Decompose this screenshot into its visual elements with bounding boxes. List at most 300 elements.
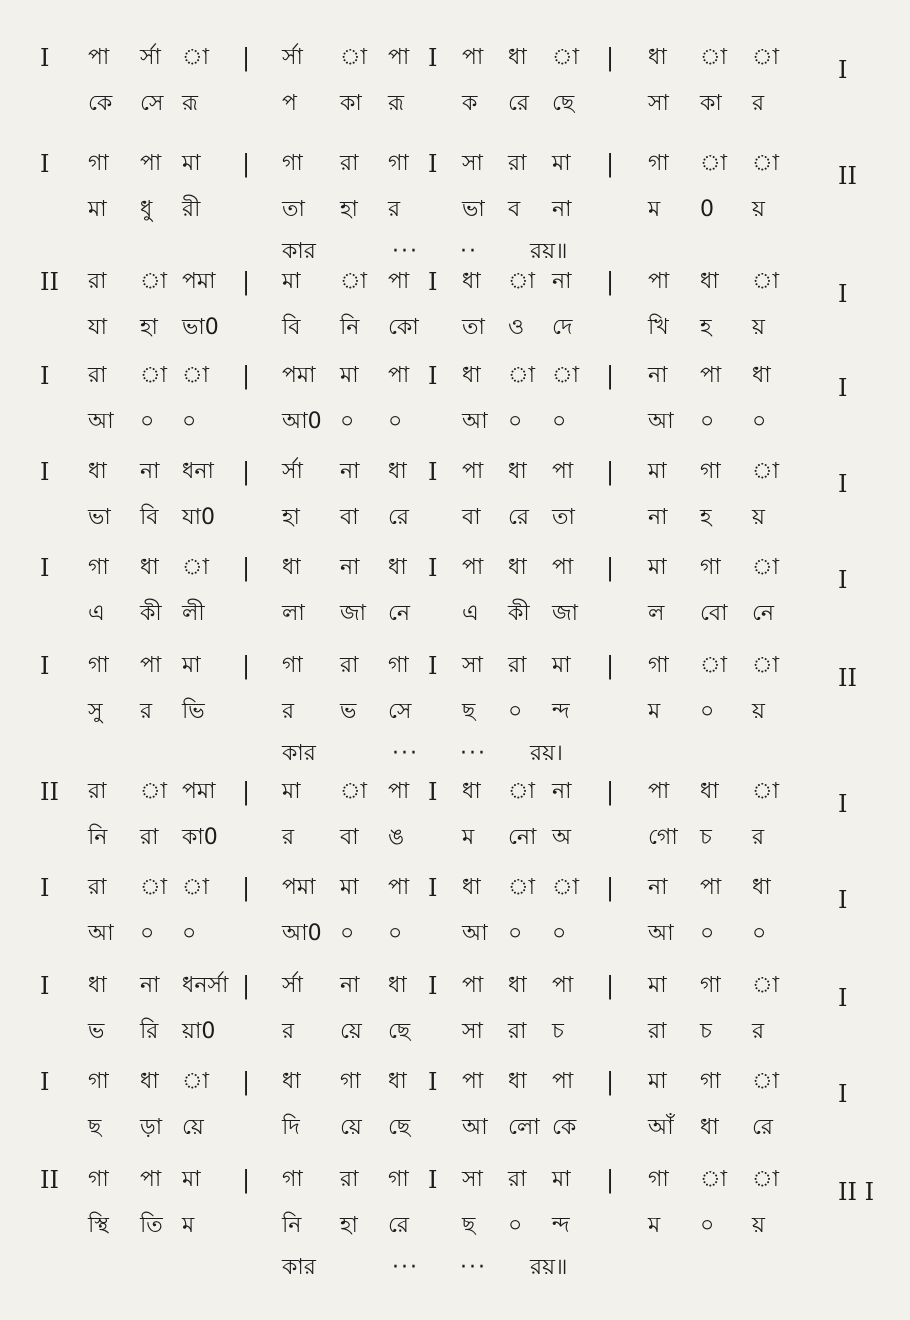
end-barline: I [838,886,848,914]
lyric-syllable: ক [462,91,478,116]
lyric-line [0,1206,910,1246]
swara-note: া [752,459,779,484]
lyric-line [0,1108,910,1148]
lyric-syllable: দে [552,315,573,340]
start-barline: I [40,554,50,582]
lyric-syllable: বি [282,315,301,340]
swara-note: গা [88,653,109,678]
lyric-syllable: আ [648,409,674,434]
swara-note: পা [462,459,484,484]
barline: I [428,458,438,486]
refrain-text: কার [282,741,316,766]
swara-note: া [508,363,535,388]
lyric-syllable: আ [462,409,488,434]
lyric-syllable: ভ [340,699,357,724]
swara-note: র্সা [282,973,303,998]
lyric-syllable: স্থি [88,1213,109,1238]
refrain-text: ··· [392,239,419,264]
start-barline: I [40,458,50,486]
lyric-syllable: কা [340,91,362,116]
barline: | [606,1166,615,1194]
lyric-syllable: হা [340,197,358,222]
swara-note: া [140,779,167,804]
barline: | [606,778,615,806]
swara-note: ধা [508,555,527,580]
swara-note: পা [462,1069,484,1094]
lyric-syllable: ছ [88,1115,102,1140]
swara-note: মা [552,151,571,176]
swara-note: গা [648,653,669,678]
lyric-syllable: চ [700,825,712,850]
start-barline: I [40,874,50,902]
refrain-text: রয়॥ [530,1255,568,1280]
swara-note: গা [700,1069,721,1094]
barline: I [428,362,438,390]
lyric-line [0,498,910,538]
swara-note: া [752,653,779,678]
swara-note: ধা [282,555,301,580]
swara-note: সা [462,151,483,176]
lyric-syllable: ০ [508,1213,523,1238]
end-barline: I [838,280,848,308]
lyric-syllable: ড়া [140,1115,163,1140]
lyric-syllable: আ [462,1115,488,1140]
swara-note: ধা [88,459,107,484]
swara-note: া [552,45,579,70]
lyric-syllable: কা0 [182,825,218,850]
lyric-syllable: প [282,91,297,116]
swara-note: া [752,1167,779,1192]
swara-note: রা [508,1167,527,1192]
swara-note: পমা [282,875,316,900]
lyric-syllable: ম [648,197,661,222]
lyric-syllable: রূ [182,91,199,116]
lyric-syllable: বা [462,505,481,530]
lyric-syllable: বো [700,601,728,626]
lyric-syllable: সে [140,91,164,116]
barline: | [242,362,251,390]
swara-note: পা [140,151,162,176]
swara-note: ধা [388,555,407,580]
barline: | [242,150,251,178]
swara-note: পা [462,45,484,70]
lyric-syllable: আ [88,409,114,434]
swara-note: ধা [462,363,481,388]
lyric-syllable: সে [388,699,412,724]
swara-note: া [700,151,727,176]
swara-note: া [752,45,779,70]
swara-note: ধা [88,973,107,998]
barline: I [428,1068,438,1096]
swara-note: ধা [282,1069,301,1094]
barline: | [606,652,615,680]
swara-note: পা [140,653,162,678]
swara-note: ধা [648,45,667,70]
lyric-syllable: এ [88,601,105,626]
lyric-syllable: র [282,699,295,724]
swara-note: র্সা [282,45,303,70]
swara-note: া [182,1069,209,1094]
lyric-syllable: কে [552,1115,577,1140]
lyric-syllable: ভা [88,505,111,530]
lyric-syllable: হা [140,315,158,340]
lyric-syllable: রূ [388,91,405,116]
swara-line [0,1160,910,1206]
swara-line [0,262,910,308]
lyric-syllable: য়ে [340,1115,362,1140]
swara-note: া [752,779,779,804]
swara-line [0,966,910,1012]
swara-note: পা [552,973,574,998]
swara-line [0,1062,910,1108]
end-barline: I [838,984,848,1012]
swara-note: া [182,45,209,70]
lyric-syllable: লা [282,601,305,626]
swara-note: মা [340,875,359,900]
end-barline: I [838,1080,848,1108]
lyric-syllable: ভা0 [182,315,219,340]
lyric-syllable: র [752,1019,765,1044]
lyric-syllable: তা [552,505,575,530]
swara-note: ধা [462,779,481,804]
lyric-syllable: ন্দ [552,699,570,724]
lyric-syllable: এ [462,601,479,626]
lyric-syllable: আ [88,921,114,946]
swara-note: গা [340,1069,361,1094]
swara-note: মা [282,779,301,804]
lyric-syllable: 0 [700,197,714,222]
lyric-syllable: সা [462,1019,483,1044]
lyric-syllable: রে [508,505,530,530]
lyric-syllable: তা [462,315,485,340]
lyric-syllable: ছে [552,91,575,116]
swara-note: গা [88,1069,109,1094]
lyric-syllable: ০ [700,1213,715,1238]
lyric-syllable: বা [340,825,359,850]
refrain-line [0,734,910,774]
refrain-text: রয়॥ [530,239,568,264]
lyric-syllable: ম [648,1213,661,1238]
swara-note: না [648,363,668,388]
lyric-syllable: র [282,825,295,850]
swara-note: গা [282,151,303,176]
end-barline: I [838,374,848,402]
swara-note: া [340,779,367,804]
start-barline: II [40,268,59,296]
lyric-syllable: কো [388,315,419,340]
lyric-syllable: ০ [752,409,767,434]
lyric-syllable: ০ [140,921,155,946]
lyric-syllable: ম [182,1213,195,1238]
swara-line [0,868,910,914]
refrain-text: রয়। [530,741,563,766]
swara-note: া [182,875,209,900]
start-barline: II [40,778,59,806]
lyric-syllable: সু [88,699,103,724]
lyric-syllable: যা [88,315,108,340]
swara-note: া [140,269,167,294]
lyric-syllable: ০ [388,921,403,946]
start-barline: I [40,44,50,72]
swara-note: রা [88,269,107,294]
barline: | [606,1068,615,1096]
lyric-syllable: জা [552,601,579,626]
swara-note: মা [282,269,301,294]
refrain-text: কার [282,1255,316,1280]
swara-note: পমা [282,363,316,388]
swara-note: া [508,875,535,900]
swara-note: া [700,1167,727,1192]
swara-note: া [140,875,167,900]
swara-note: ধা [462,269,481,294]
swara-note: রা [340,151,359,176]
lyric-syllable: ০ [552,409,567,434]
lyric-syllable: দি [282,1115,300,1140]
lyric-syllable: ০ [700,699,715,724]
lyric-syllable: য় [752,197,765,222]
lyric-syllable: আ [648,921,674,946]
swara-note: পা [552,1069,574,1094]
lyric-syllable: ও [508,315,525,340]
lyric-syllable: য়ে [182,1115,204,1140]
end-barline: I [838,56,848,84]
swara-note: া [140,363,167,388]
lyric-syllable: কা [700,91,722,116]
swara-note: পা [462,555,484,580]
lyric-syllable: লো [508,1115,540,1140]
lyric-syllable: তা [282,197,305,222]
lyric-syllable: র [140,699,153,724]
refrain-text: কার [282,239,316,264]
swara-note: গা [388,653,409,678]
swara-note: গা [388,1167,409,1192]
swara-note: পা [388,45,410,70]
lyric-syllable: রে [752,1115,774,1140]
lyric-syllable: রা [648,1019,667,1044]
start-barline: I [40,362,50,390]
lyric-syllable: ল [648,601,665,626]
swara-note: না [552,269,572,294]
swara-note: ধনর্সা [182,973,229,998]
lyric-syllable: হা [340,1213,358,1238]
lyric-syllable: য় [752,699,765,724]
lyric-syllable: র [752,91,765,116]
lyric-line [0,818,910,858]
lyric-syllable: আ0 [282,409,322,434]
swara-note: ধা [700,779,719,804]
swara-note: ধা [140,1069,159,1094]
swara-note: না [340,555,360,580]
swara-note: গা [88,151,109,176]
barline: | [606,554,615,582]
lyric-syllable: ০ [340,921,355,946]
swara-note: গা [88,555,109,580]
lyric-syllable: চ [700,1019,712,1044]
swara-note: রা [88,363,107,388]
swara-note: ধা [508,45,527,70]
swara-note: ধা [388,1069,407,1094]
swara-note: গা [700,555,721,580]
lyric-syllable: ০ [182,921,197,946]
start-barline: I [40,972,50,1000]
lyric-syllable: কী [508,601,530,626]
barline: | [606,268,615,296]
barline: | [242,1166,251,1194]
lyric-syllable: নি [340,315,360,340]
lyric-syllable: জা [340,601,367,626]
swara-note: না [140,973,160,998]
refrain-line [0,1248,910,1288]
swara-note: া [700,45,727,70]
lyric-syllable: বা [340,505,359,530]
lyric-syllable: র [282,1019,295,1044]
swara-note: ধা [462,875,481,900]
lyric-syllable: আ [462,921,488,946]
lyric-syllable: ব [508,197,521,222]
swara-note: পা [462,973,484,998]
end-barline: II [838,664,857,692]
swara-note: না [340,459,360,484]
lyric-syllable: আ0 [282,921,322,946]
lyric-syllable: ছে [388,1019,411,1044]
lyric-syllable: ভি [182,699,205,724]
lyric-line [0,84,910,124]
swara-note: া [508,269,535,294]
lyric-syllable: বি [140,505,159,530]
end-barline: I [838,790,848,818]
lyric-syllable: ০ [182,409,197,434]
swara-note: না [552,779,572,804]
lyric-syllable: ম [648,699,661,724]
swara-note: পা [388,363,410,388]
barline: | [606,150,615,178]
lyric-syllable: ভা [462,197,485,222]
lyric-syllable: হ [700,505,712,530]
barline: I [428,44,438,72]
swara-note: ধা [388,973,407,998]
swara-note: পা [140,1167,162,1192]
swara-note: গা [700,459,721,484]
lyric-syllable: ০ [508,409,523,434]
swara-note: পা [700,363,722,388]
barline: | [242,458,251,486]
refrain-text: ·· [460,239,478,264]
swara-line [0,646,910,692]
swara-line [0,772,910,818]
swara-note: র্সা [282,459,303,484]
lyric-syllable: নো [508,825,537,850]
swara-note: ধা [388,459,407,484]
lyric-syllable: ০ [700,921,715,946]
barline: | [242,652,251,680]
swara-note: মা [552,1167,571,1192]
swara-note: মা [648,555,667,580]
swara-note: রা [340,1167,359,1192]
swara-note: গা [700,973,721,998]
lyric-line [0,914,910,954]
lyric-syllable: ধু [140,197,153,222]
refrain-text: ··· [460,1255,487,1280]
barline: | [242,778,251,806]
lyric-line [0,190,910,230]
swara-note: র্সা [140,45,161,70]
lyric-syllable: গো [648,825,678,850]
end-barline: II [838,162,857,190]
swara-note: মা [648,973,667,998]
lyric-syllable: সা [648,91,669,116]
barline: | [606,972,615,1000]
swara-note: া [752,555,779,580]
swara-note: সা [462,653,483,678]
swara-note: পা [552,459,574,484]
lyric-syllable: রা [508,1019,527,1044]
barline: | [606,362,615,390]
lyric-syllable: চ [552,1019,564,1044]
barline: | [242,972,251,1000]
swara-note: গা [282,653,303,678]
swara-note: পা [552,555,574,580]
lyric-syllable: ০ [552,921,567,946]
barline: I [428,554,438,582]
swara-note: মা [340,363,359,388]
swara-note: া [752,269,779,294]
swara-note: া [752,973,779,998]
lyric-syllable: র [752,825,765,850]
swara-note: গা [648,1167,669,1192]
swara-note: রা [88,875,107,900]
lyric-syllable: ন্দ [552,1213,570,1238]
swara-note: া [752,151,779,176]
lyric-syllable: ০ [752,921,767,946]
lyric-syllable: ছে [388,1115,411,1140]
barline: I [428,874,438,902]
barline: | [606,44,615,72]
lyric-syllable: কে [88,91,113,116]
lyric-syllable: অ [552,825,572,850]
lyric-syllable: য়া0 [182,1019,216,1044]
lyric-syllable: রা [140,825,159,850]
end-barline: I [838,566,848,594]
swara-note: পা [648,779,670,804]
barline: | [242,268,251,296]
barline: I [428,778,438,806]
lyric-syllable: তি [140,1213,163,1238]
swara-note: মা [648,1069,667,1094]
swara-note: মা [182,151,201,176]
swara-note: গা [88,1167,109,1192]
swara-note: পা [388,779,410,804]
swara-note: ধা [752,363,771,388]
swara-note: ধনা [182,459,214,484]
swara-note: ধা [508,459,527,484]
end-barline: II I [838,1178,875,1206]
start-barline: I [40,1068,50,1096]
swara-note: ধা [508,973,527,998]
lyric-syllable: য় [752,1213,765,1238]
swara-note: পা [388,875,410,900]
lyric-syllable: না [552,197,572,222]
lyric-line [0,594,910,634]
lyric-syllable: রে [508,91,530,116]
swara-note: া [552,363,579,388]
swara-note: পা [700,875,722,900]
lyric-syllable: রে [388,1213,410,1238]
swara-note: ধা [752,875,771,900]
lyric-syllable: ০ [508,921,523,946]
lyric-syllable: নে [752,601,775,626]
lyric-syllable: রী [182,197,201,222]
lyric-syllable: ঙ [388,825,405,850]
